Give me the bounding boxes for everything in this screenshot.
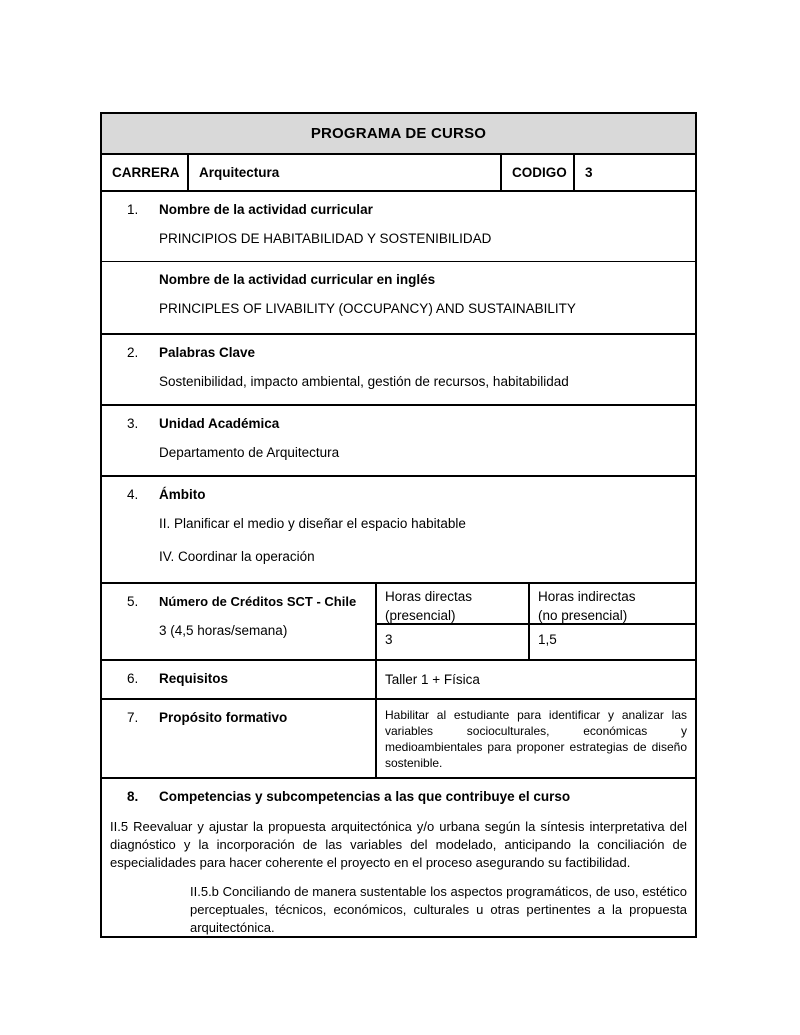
direct-hours-value: 3 <box>385 632 393 647</box>
title-band <box>102 114 695 153</box>
section-5-credits <box>102 582 695 659</box>
carrera-label-cell: CARRERA <box>112 164 180 180</box>
section-5-number: 5. <box>127 594 139 609</box>
direct-hours-header <box>377 584 528 625</box>
purpose-paragraph: Habilitar al estudiante para identificar y analizar las variables socioculturales, económicas y medioambientales para proponer estrategias de diseño sostenible. <box>385 708 687 770</box>
direct-hours-header-line1: Horas directas <box>385 589 473 604</box>
carrera-value-cell: Arquitectura <box>187 155 500 190</box>
requirements-label-cell <box>102 661 375 698</box>
section-4-number: 4. <box>127 487 139 502</box>
section-2-label: Palabras Clave <box>159 345 256 360</box>
section-4-line2: IV. Coordinar la operación <box>159 549 315 564</box>
section-7-purpose <box>102 698 695 777</box>
section-6-number: 6. <box>127 671 139 686</box>
section-3-value: Departamento de Arquitectura <box>159 445 340 460</box>
section-7-label: Propósito formativo <box>159 710 288 725</box>
purpose-value-cell <box>375 700 695 777</box>
indirect-hours-header-line1: Horas indirectas <box>538 589 636 604</box>
section-2-value: Sostenibilidad, impacto ambiental, gestión de recursos, habitabilidad <box>159 374 569 389</box>
section-1-en-label: Nombre de la actividad curricular en inglés <box>159 272 436 287</box>
section-5-label: Número de Créditos SCT - Chile <box>159 594 357 609</box>
section-4-line1: II. Planificar el medio y diseñar el espacio habitable <box>159 516 466 531</box>
section-6-requirements <box>102 659 695 698</box>
section-4-scope <box>102 475 695 582</box>
section-3-number: 3. <box>127 416 139 431</box>
carrera-codigo-row <box>102 153 695 190</box>
section-1-name-en <box>102 261 695 333</box>
section-1-en-value: PRINCIPLES OF LIVABILITY (OCCUPANCY) AND SUSTAINABILITY <box>159 301 576 316</box>
indirect-hours-header-line2: (no presencial) <box>538 608 628 623</box>
indirect-hours-value: 1,5 <box>538 632 557 647</box>
direct-hours-column <box>375 584 528 659</box>
section-7-number: 7. <box>127 710 139 725</box>
codigo-value-cell: 3 <box>573 155 695 190</box>
section-1-number: 1. <box>127 202 139 217</box>
indirect-hours-header <box>530 584 695 625</box>
section-1-name-es <box>102 190 695 261</box>
section-8-competencies <box>102 777 695 936</box>
section-3-academic-unit <box>102 404 695 475</box>
direct-hours-header-line2: (presencial) <box>385 608 456 623</box>
document-title: PROGRAMA DE CURSO <box>310 124 487 142</box>
credits-cell <box>102 584 375 659</box>
section-1-label: Nombre de la actividad curricular <box>159 202 373 217</box>
section-8-number: 8. <box>127 789 139 804</box>
section-1-value: PRINCIPIOS DE HABITABILIDAD Y SOSTENIBILIDAD <box>159 231 492 246</box>
codigo-label-cell: CODIGO <box>500 155 573 190</box>
section-2-number: 2. <box>127 345 139 360</box>
section-4-label: Ámbito <box>159 487 206 502</box>
section-8-label: Competencias y subcompetencias a las que contribuye el curso <box>159 789 571 804</box>
section-5-value: 3 (4,5 horas/semana) <box>159 623 288 638</box>
section-3-label: Unidad Académica <box>159 416 280 431</box>
course-program-table <box>100 112 697 938</box>
indirect-hours-column <box>528 584 695 659</box>
section-6-label: Requisitos <box>159 671 229 686</box>
subcompetency-paragraph: II.5.b Conciliando de manera sustentable los aspectos programáticos, de uso, estético perceptuales, técnicos, económicos, culturales u otras pertinentes a la propuesta arquitectónica. <box>190 884 687 935</box>
purpose-label-cell <box>102 700 375 777</box>
section-2-keywords <box>102 333 695 404</box>
competency-paragraph: II.5 Reevaluar y ajustar la propuesta arquitectónica y/o urbana según la síntesis interpretativa del diagnóstico y la incorporación de las variables del modelado, anticipando la conciliación de especialidades para hacer coherente el proyecto en el proceso asegurando su factibilidad. <box>110 819 687 870</box>
requirements-value-cell: Taller 1 + Física <box>375 661 695 698</box>
